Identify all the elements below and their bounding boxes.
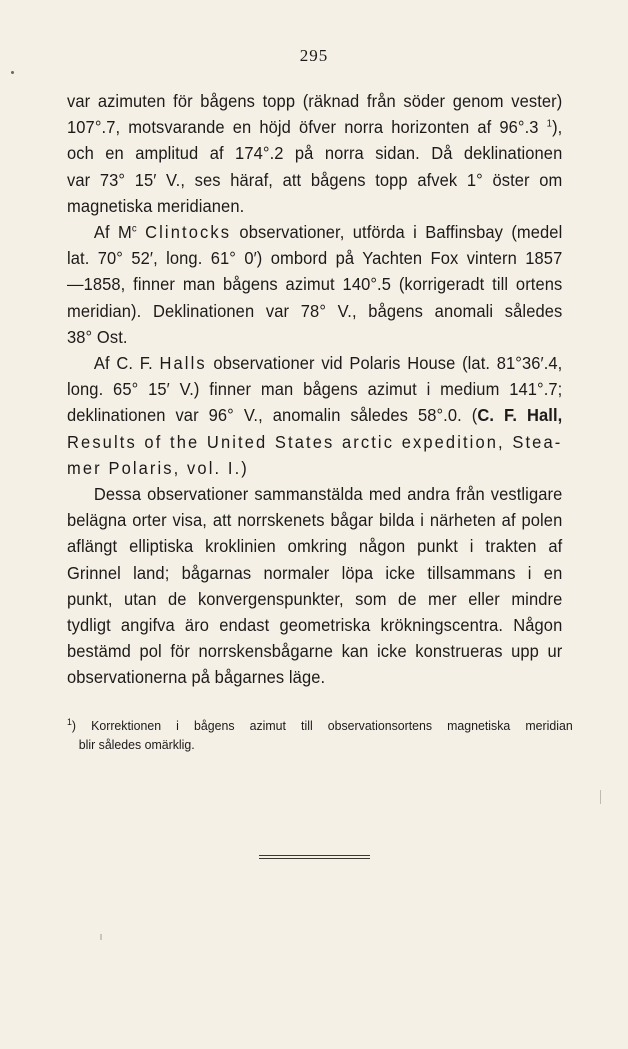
text-line: punkt, utan de konvergenspunkter, som de mer eller mindre [67, 588, 563, 609]
footnote-line [67, 713, 573, 736]
footnote-mark: 1 [67, 717, 72, 727]
text-line: belägna orter visa, att norrskenets bågar bilda i närheten af polen [67, 510, 563, 531]
text-line: var 73° 15′ V., ses häraf, att bågens topp afvek 1° öster om [67, 169, 563, 190]
text-line: Dessa observationer sammanstälda med andra från vestligare [93, 484, 563, 505]
text-line: observationerna på bågarnes läge. [67, 667, 326, 688]
text-line: meridian). Deklinationen var 78° V., bågens anomali således [67, 300, 563, 321]
text-line: long. 65° 15′ V.) finner man bågens azimut i medium 141°.7; [67, 379, 563, 400]
end-rule [259, 855, 370, 856]
text-fragment: 107°.7, motsvarande en höjd öfver norra horizonten af 96°.3 [67, 117, 539, 138]
text-line [67, 402, 562, 428]
text-fragment: Af M [93, 222, 132, 243]
text-fragment: observationer vid Polaris House (lat. 81°36′.4, [213, 353, 563, 374]
text-fragment: ), [552, 117, 563, 138]
text-line: Grinnel land; bågarnas normaler löpa icke tillsammans i en [67, 562, 563, 583]
scan-speck [100, 934, 102, 940]
citation-title-line: Results of the United States arctic expedition, Stea- [67, 431, 563, 452]
text-line: tydligt angifva äro endast geometriska krökningscentra. Någon [67, 615, 563, 636]
citation-author: C. F. Hall, [477, 405, 563, 426]
superscript-c: c [131, 223, 137, 235]
text-line: lat. 70° 52′, long. 61° 0′) ombord på Yachten Fox vintern 1857 [67, 248, 563, 269]
scan-speck [600, 790, 601, 804]
text-fragment: Af C. F. [93, 353, 153, 374]
text-line: aflängt elliptiska kroklinien omkring någon punkt i trakten af [67, 536, 563, 557]
end-rule [259, 858, 370, 859]
text-fragment: deklinationen var 96° V., anomalin således 58°.0. ( [67, 405, 478, 426]
author-name: Clintocks [145, 222, 232, 243]
citation-title-line: mer Polaris, vol. I.) [67, 457, 249, 478]
footnote-text: ) Korrektionen i bågens azimut till observationsortens magnetiska meridian [71, 719, 573, 734]
footnote-line: blir således omärklig. [78, 738, 195, 753]
author-name: Halls [159, 353, 207, 374]
footnote-ref: 1 [546, 118, 553, 130]
text-line [67, 350, 562, 376]
text-line: var azimuten för bågens topp (räknad från söder genom vester) [67, 91, 563, 111]
footnote [67, 713, 573, 755]
text-line: och en amplitud af 174°.2 på norra sidan. Då deklinationen [67, 143, 563, 164]
text-line: —1858, finner man bågens azimut 140°.5 (korrigeradt till ortens [67, 274, 563, 295]
text-line: magnetiska meridianen. [67, 195, 245, 216]
text-line: 38° Ost. [67, 326, 128, 347]
text-fragment: observationer, utförda i Baffinsbay (medel [239, 222, 563, 243]
body-text [67, 88, 562, 691]
text-line [67, 114, 562, 140]
text-line [67, 219, 562, 245]
text-line: bestämd pol för norrskensbågarne kan icke konstrueras upp ur [67, 641, 563, 662]
scan-speck [11, 71, 14, 74]
page-number: 295 [299, 46, 329, 65]
